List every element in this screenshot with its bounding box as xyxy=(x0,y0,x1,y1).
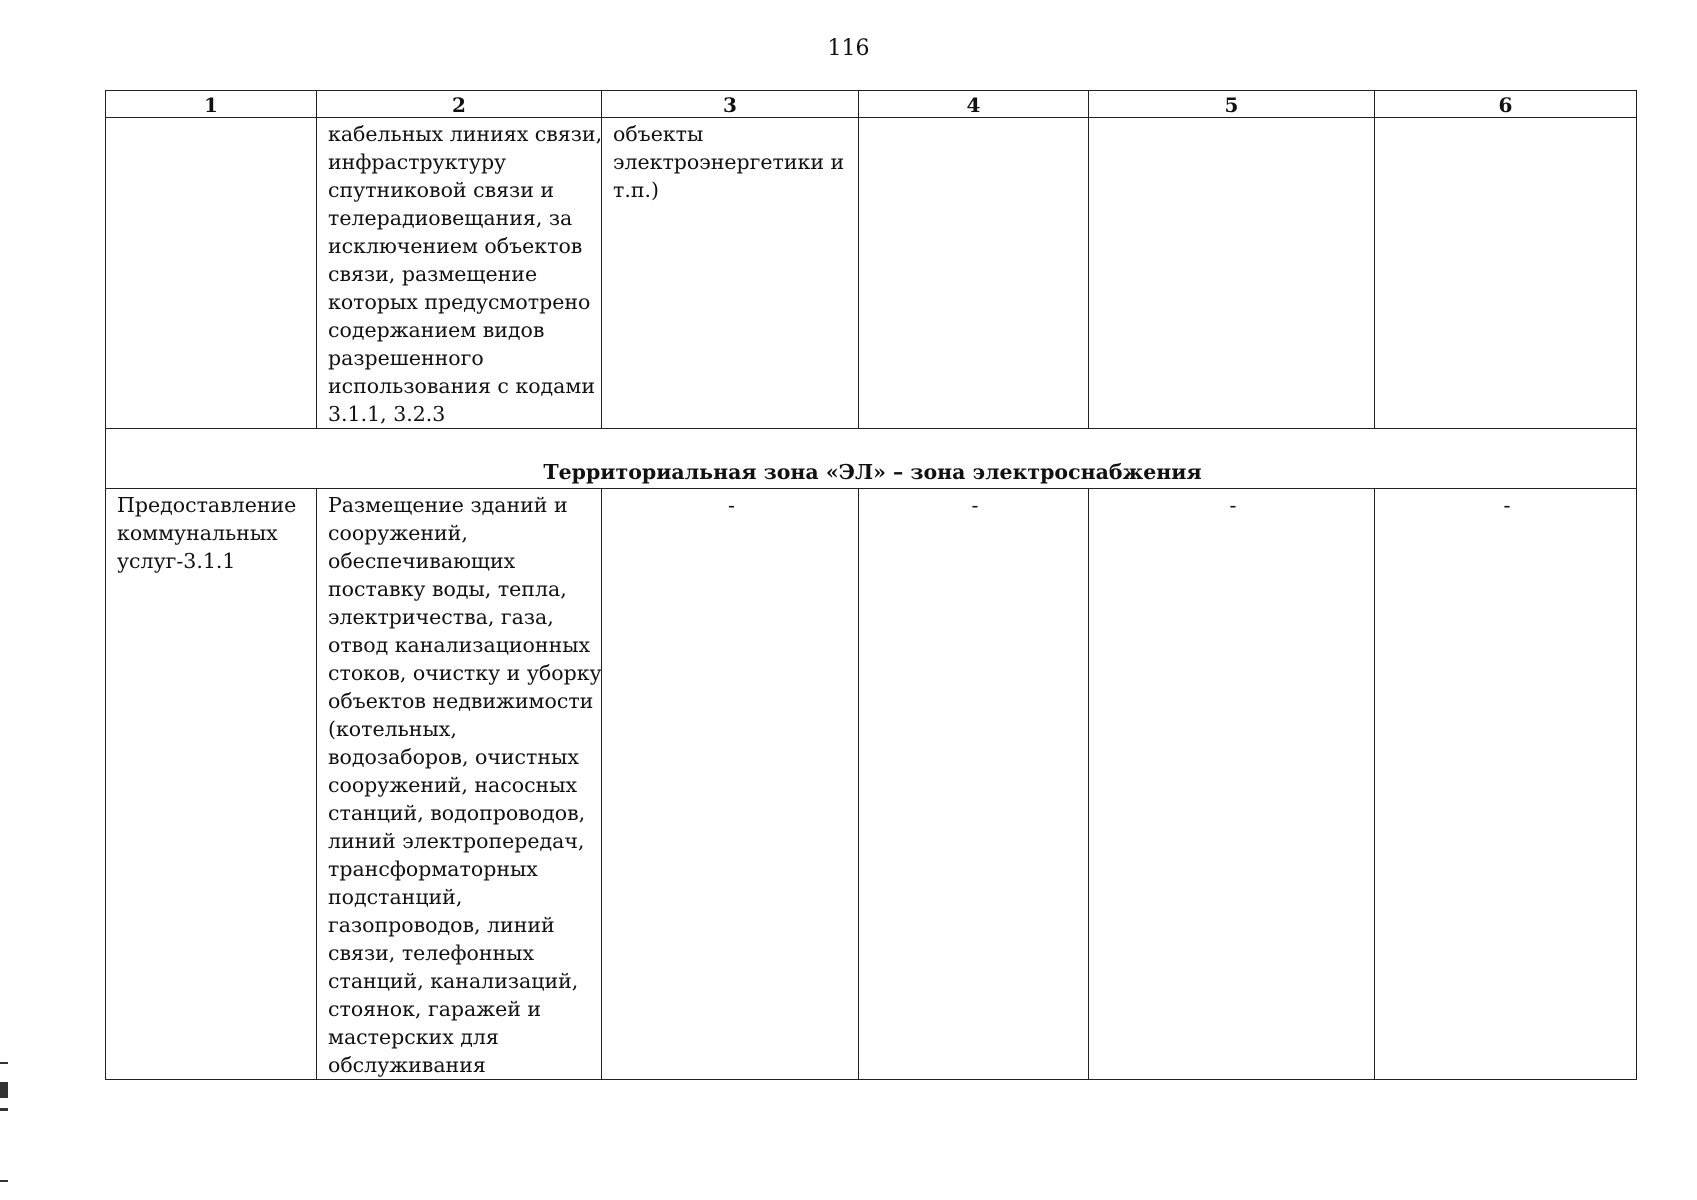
text-line: коммунальных xyxy=(117,521,278,545)
text-line: телерадиовещания, за xyxy=(328,206,573,230)
text-line: которых предусмотрено xyxy=(328,290,591,314)
text-line: электроэнергетики и xyxy=(613,150,845,174)
header-row xyxy=(106,91,1637,118)
text-line: инфраструктуру xyxy=(328,150,507,174)
text-line: обслуживания xyxy=(328,1053,486,1077)
text-line: электричества, газа, xyxy=(328,605,554,629)
text-line: т.п.) xyxy=(613,178,660,202)
cell-row3-col3: - xyxy=(602,489,859,1080)
text-line: трансформаторных xyxy=(328,857,538,881)
table-row-continuation xyxy=(106,118,1637,429)
text-line: исключением объектов xyxy=(328,234,583,258)
text-line: объектов недвижимости xyxy=(328,689,594,713)
text-line: поставку воды, тепла, xyxy=(328,577,567,601)
scan-artifact-mark xyxy=(0,1108,8,1111)
text-line: отвод канализационных xyxy=(328,633,591,657)
text-line: связи, телефонных xyxy=(328,941,535,965)
table-row-utility-services xyxy=(106,489,1637,1080)
text-line: кабельных линиях связи, xyxy=(328,122,603,146)
text-line: газопроводов, линий xyxy=(328,913,555,937)
cell-row1-col5 xyxy=(1089,118,1375,429)
text-line: станций, канализаций, xyxy=(328,969,579,993)
cell-row3-col2 xyxy=(317,489,602,1080)
page-number: 116 xyxy=(827,36,870,61)
cell-row1-col1 xyxy=(106,118,317,429)
column-header-5: 5 xyxy=(1089,91,1375,118)
text-line: сооружений, насосных xyxy=(328,773,578,797)
scan-artifact-mark xyxy=(0,1180,8,1182)
cell-row1-col4 xyxy=(859,118,1089,429)
text-line: разрешенного xyxy=(328,346,484,370)
cell-row1-col3 xyxy=(602,118,859,429)
land-use-table xyxy=(105,90,1637,1080)
zone-title-row xyxy=(106,429,1637,489)
text-line: станций, водопроводов, xyxy=(328,801,586,825)
text-line: (котельных, xyxy=(328,717,457,741)
cell-row3-col5: - xyxy=(1089,489,1375,1080)
zone-title: Территориальная зона «ЭЛ» – зона электроснабжения xyxy=(106,429,1637,489)
column-header-6: 6 xyxy=(1375,91,1637,118)
text-line: подстанций, xyxy=(328,885,463,909)
cell-row1-col2 xyxy=(317,118,602,429)
cell-row3-col6: - xyxy=(1375,489,1637,1080)
text-line: использования с кодами xyxy=(328,374,596,398)
text-line: стоянок, гаражей и xyxy=(328,997,542,1021)
text-line: стоков, очистку и уборку xyxy=(328,661,602,685)
text-line: спутниковой связи и xyxy=(328,178,555,202)
text-line: Размещение зданий и xyxy=(328,493,568,517)
text-line: связи, размещение xyxy=(328,262,538,286)
scan-artifact-mark xyxy=(0,1082,8,1098)
text-line: обеспечивающих xyxy=(328,549,516,573)
column-header-2: 2 xyxy=(317,91,602,118)
column-header-1: 1 xyxy=(106,91,317,118)
text-line: содержанием видов xyxy=(328,318,545,342)
cell-row3-col1 xyxy=(106,489,317,1080)
cell-row1-col6 xyxy=(1375,118,1637,429)
cell-row3-col4: - xyxy=(859,489,1089,1080)
scan-artifact-mark xyxy=(0,1062,8,1064)
column-header-3: 3 xyxy=(602,91,859,118)
text-line: 3.1.1, 3.2.3 xyxy=(328,402,446,426)
text-line: услуг-3.1.1 xyxy=(117,549,236,573)
text-line: Предоставление xyxy=(117,493,297,517)
text-line: объекты xyxy=(613,122,704,146)
column-header-4: 4 xyxy=(859,91,1089,118)
text-line: линий электропередач, xyxy=(328,829,585,853)
text-line: сооружений, xyxy=(328,521,468,545)
text-line: мастерских для xyxy=(328,1025,499,1049)
text-line: водозаборов, очистных xyxy=(328,745,579,769)
